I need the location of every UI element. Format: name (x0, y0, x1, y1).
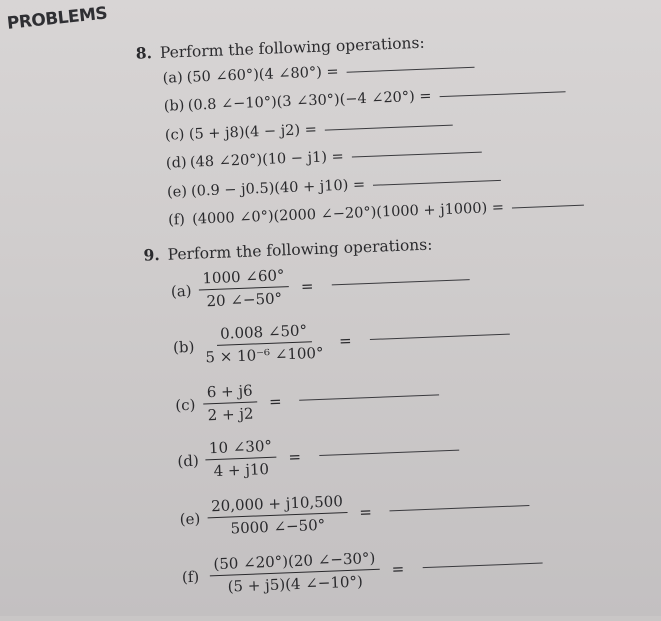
fraction (198, 266, 290, 310)
numerator: (50 ∠20°)(20 ∠−30°) (209, 549, 380, 577)
fraction (202, 381, 257, 424)
fraction (200, 321, 328, 367)
problem-8e (167, 172, 502, 201)
fraction (207, 492, 348, 538)
problem-9b (172, 314, 510, 368)
item-label: (c) (174, 395, 196, 415)
problem-8f (168, 197, 584, 229)
item-label: (a) (162, 69, 184, 87)
equals-sign: = (300, 276, 314, 296)
answer-blank (319, 450, 459, 456)
numerator: 6 + j6 (202, 381, 257, 404)
problem-8-title (135, 33, 425, 63)
denominator: 2 + j2 (207, 404, 254, 425)
answer-blank (512, 204, 584, 208)
problem-8c (165, 117, 453, 144)
item-label: (f) (167, 212, 186, 229)
problem-9d (177, 430, 460, 482)
answer-blank (390, 505, 530, 511)
problem-9a (170, 259, 470, 311)
denominator: (5 + j5)(4 ∠−10°) (227, 572, 364, 596)
item-label: (b) (163, 97, 185, 115)
item-expression: (48 ∠20°)(10 − j1) = (189, 148, 345, 171)
answer-blank (347, 66, 475, 72)
denominator: 4 + j10 (213, 459, 270, 481)
item-label: (e) (166, 183, 188, 201)
numerator: 20,000 + j10,500 (207, 492, 347, 518)
fraction (209, 549, 380, 596)
equals-sign: = (338, 331, 352, 350)
numerator: 1000 ∠60° (198, 266, 289, 290)
problem-8d (166, 144, 482, 172)
answer-blank (439, 91, 565, 97)
answer-blank (325, 124, 453, 130)
item-label: (d) (177, 451, 200, 470)
numerator: 10 ∠30° (205, 437, 277, 461)
item-expression: (50 ∠60°)(4 ∠80°) = (186, 64, 339, 86)
problem-8-heading: Perform the following operations: (159, 33, 425, 62)
item-expression: (0.9 − j0.5)(40 + j10) = (190, 177, 366, 200)
fraction (205, 437, 278, 481)
answer-blank (331, 279, 469, 285)
item-label: (c) (164, 126, 185, 144)
equals-sign: = (288, 447, 302, 466)
denominator: 5 × 10⁻⁶ ∠100° (205, 343, 324, 367)
numerator: 0.008 ∠50° (216, 321, 312, 346)
problem-9f (181, 543, 543, 598)
answer-blank (422, 563, 542, 569)
item-expression: (4000 ∠0°)(2000 ∠−20°)(1000 + j1000) = (191, 199, 505, 228)
problem-9-number: 9. (143, 245, 161, 265)
item-expression: (5 + j8)(4 − j2) = (188, 121, 318, 143)
item-label: (a) (170, 281, 192, 301)
problem-9c (174, 374, 440, 425)
item-label: (d) (165, 154, 187, 172)
problem-9-heading: Perform the following operations: (167, 235, 433, 264)
item-expression: (0.8 ∠−10°)(3 ∠30°)(−4 ∠20°) = (187, 88, 432, 114)
problem-8b (164, 83, 566, 114)
section-header: PROBLEMS (6, 3, 109, 34)
item-label: (e) (179, 509, 201, 528)
answer-blank (373, 179, 501, 185)
item-label: (f) (181, 567, 200, 586)
item-label: (b) (172, 337, 195, 357)
answer-blank (300, 394, 440, 400)
denominator: 20 ∠−50° (206, 289, 283, 311)
problem-9e (179, 485, 531, 539)
equals-sign: = (391, 559, 405, 578)
answer-blank (370, 334, 510, 340)
equals-sign: = (358, 502, 373, 522)
answer-blank (352, 151, 482, 157)
denominator: 5000 ∠−50° (230, 515, 326, 538)
problem-8-number: 8. (135, 43, 153, 63)
problem-9-title (143, 235, 433, 265)
problem-8a (162, 59, 474, 87)
equals-sign: = (268, 391, 282, 411)
